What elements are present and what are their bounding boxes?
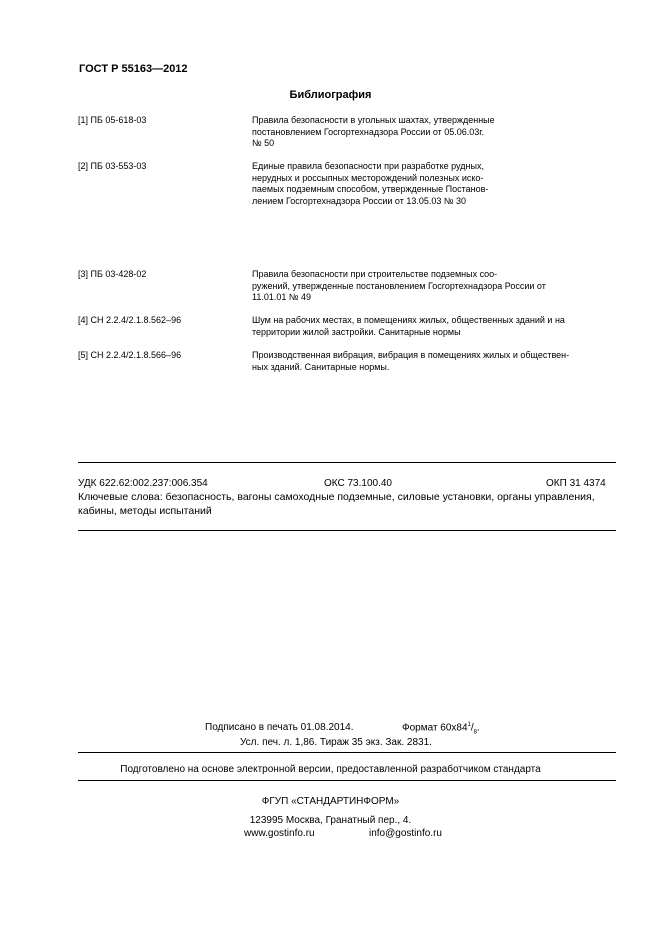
publisher-address: 123995 Москва, Гранатный пер., 4. xyxy=(249,815,412,826)
keywords: Ключевые слова: безопасность, вагоны самоходные подземные, силовые установки, органы управления, кабины, методы испытаний xyxy=(78,491,595,517)
ref-text-5 xyxy=(252,350,569,373)
ref-4-line-1: Шум на рабочих местах, в помещениях жилых, общественных зданий и на xyxy=(252,315,565,325)
divider-publisher xyxy=(78,780,616,781)
ref-code-5: [5] СН 2.2.4/2.1.8.566–96 xyxy=(78,350,182,360)
ref-2-line-4: лением Госгортехнадзора России от 13.05.03 № 30 xyxy=(252,195,467,206)
ref-text-4 xyxy=(252,315,565,338)
publisher-website[interactable]: www.gostinfo.ru xyxy=(244,828,315,839)
ref-text-1 xyxy=(252,115,495,150)
print-details: Усл. печ. л. 1,86. Тираж 35 экз. Зак. 2831. xyxy=(240,737,432,748)
ref-3-line-2: ружений, утвержденные постановлением Госгортехнадзора России от xyxy=(252,280,546,291)
ref-text-2 xyxy=(252,161,488,207)
divider-bottom xyxy=(78,530,616,531)
ref-2-line-2: нерудных и россыпных месторождений полезных иско- xyxy=(252,172,484,183)
ref-code-2: [2] ПБ 03-553-03 xyxy=(78,161,147,171)
paper-format: Формат $60x84^1/_8$. xyxy=(402,722,480,736)
ref-1-line-3: № 50 xyxy=(252,138,275,148)
ref-4-line-2: территории жилой застройки. Санитарные нормы xyxy=(252,326,461,337)
ref-1-line-1: Правила безопасности в угольных шахтах, утвержденные xyxy=(252,115,495,125)
divider-imprint xyxy=(78,752,616,753)
ref-3-line-3: 11.01.01 № 49 xyxy=(252,292,312,302)
ref-code-1: [1] ПБ 05-618-03 xyxy=(78,115,147,125)
ref-5-line-2: ных зданий. Санитарные нормы. xyxy=(252,361,390,372)
ref-2-line-3: паемых подземным способом, утвержденные Постанов- xyxy=(252,184,489,194)
ref-code-4: [4] СН 2.2.4/2.1.8.562–96 xyxy=(78,315,182,325)
bibliography-title: Библиография xyxy=(289,89,372,101)
oks-code: ОКС 73.100.40 xyxy=(324,478,392,489)
format-end: . xyxy=(477,722,480,734)
ref-text-3 xyxy=(252,269,546,304)
divider-top xyxy=(78,462,616,463)
okp-code: ОКП 31 4374 xyxy=(546,478,606,489)
standard-code: ГОСТ Р 55163—2012 xyxy=(79,63,188,75)
format-label: Формат 60x84 xyxy=(402,722,468,734)
signed-date: Подписано в печать 01.08.2014. xyxy=(205,722,354,733)
publisher-name: ФГУП «СТАНДАРТИНФОРМ» xyxy=(261,796,400,807)
udk-code: УДК 622.62:002.237:006.354 xyxy=(78,478,208,489)
format-denominator: 8 xyxy=(473,729,478,736)
publisher-email[interactable]: info@gostinfo.ru xyxy=(369,828,442,839)
ref-3-line-1: Правила безопасности при строительстве подземных соо- xyxy=(252,269,498,279)
format-numerator: 1 xyxy=(467,722,471,728)
ref-2-line-1: Единые правила безопасности при разработке рудных, xyxy=(252,161,484,171)
prepared-note: Подготовлено на основе электронной версии, предоставленной разработчиком стандарта xyxy=(120,764,541,775)
ref-5-line-1: Производственная вибрация, вибрация в помещениях жилых и обществен- xyxy=(252,350,570,360)
ref-1-line-2: постановлением Госгортехнадзора России от 05.06.03г. xyxy=(252,126,484,137)
ref-code-3: [3] ПБ 03-428-02 xyxy=(78,269,147,279)
